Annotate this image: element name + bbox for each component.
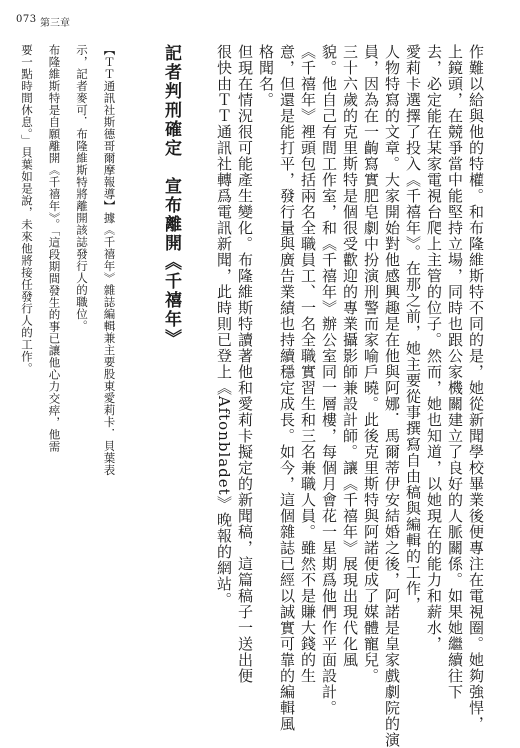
quote-line: 要一點時間休息。」貝葉如是說，未來他將接任發行人的工作。 [20,44,34,375]
quote-line: 示，記者麥可．布隆維斯特將離開該誌發行人的職位。 [75,44,89,332]
vertical-text-body [20,44,486,748]
body-line: 三十六歲的克里斯特是個很受歡迎的專業攝影師兼設計師。讓《千禧年》展現出現代化風 [341,44,359,668]
body-line: 很快由ＴＴ通訊社轉爲電訊新聞，此時則已登上《Aftonbladet》晚報的網站。 [215,44,233,608]
body-line: 上鏡頭，在競爭當中能堅持立場，同時也跟公家機關建立了良好的人脈關係。如果她繼續往下 [446,44,464,700]
page-number: 073 [16,14,37,25]
quote-line: 【ＴＴ通訊社斯德哥爾摩報導】據《千禧年》雜誌編輯兼主要股東愛莉卡．貝葉表 [102,44,117,476]
body-line: 愛莉卡選擇了投入《千禧年》。在那之前，她主要從事撰寫自由稿與編輯的工作， [404,44,422,613]
body-line: 但現在情況很可能產生變化。布隆維斯特讀著他和愛莉卡擬定的新聞稿，這篇稿子一送出便 [236,44,254,684]
body-line: 作難以給與他的特權。和布隆維斯特不同的是，她從新聞學校畢業後便專注在電視圈。她夠強悍， [467,44,485,732]
quote-line: 布隆維斯特是自願離開《千禧年》。「這段期間發生的事已讓他心力交瘁，他需 [47,44,62,453]
page-header [0,14,520,30]
body-line: 員，因為在一齣寫實肥皂劇中扮演刑警而家喻戶曉。此後克里斯特與阿諾便成了媒體寵兒。 [362,44,380,684]
body-line: 人物特寫的文章。大家開始對他感興趣是在他與阿娜．馬爾蒂伊安結婚之後，阿諾是皇家戲劇院的演 [383,44,401,748]
body-line: 去，必定能在某家電視台爬上主管的位子。然而，她也知道，以她現在的能力和薪水， [425,44,443,652]
body-line: 格聞名。 [257,44,275,108]
body-line: 《千禧年》裡頭包括兩名全職員工、一名全職實習生和三名兼職人員。雖然不是賺大錢的生 [299,44,317,684]
section-gap [129,44,141,464]
body-line: 意，但還是能打平，發行量與廣告業績也持續穩定成長。如今，這個雜誌已經以誠實可靠的編輯風 [278,44,296,732]
headline: 記者判刑確定 宣布離開《千禧年》 [161,44,181,348]
chapter-title: 第三章 [40,18,70,29]
section-gap [201,44,213,464]
body-line: 貌。他自己有間工作室，和《千禧年》辦公室同一層樓，每個月會花一星期爲他們作平面設計。 [320,44,338,716]
